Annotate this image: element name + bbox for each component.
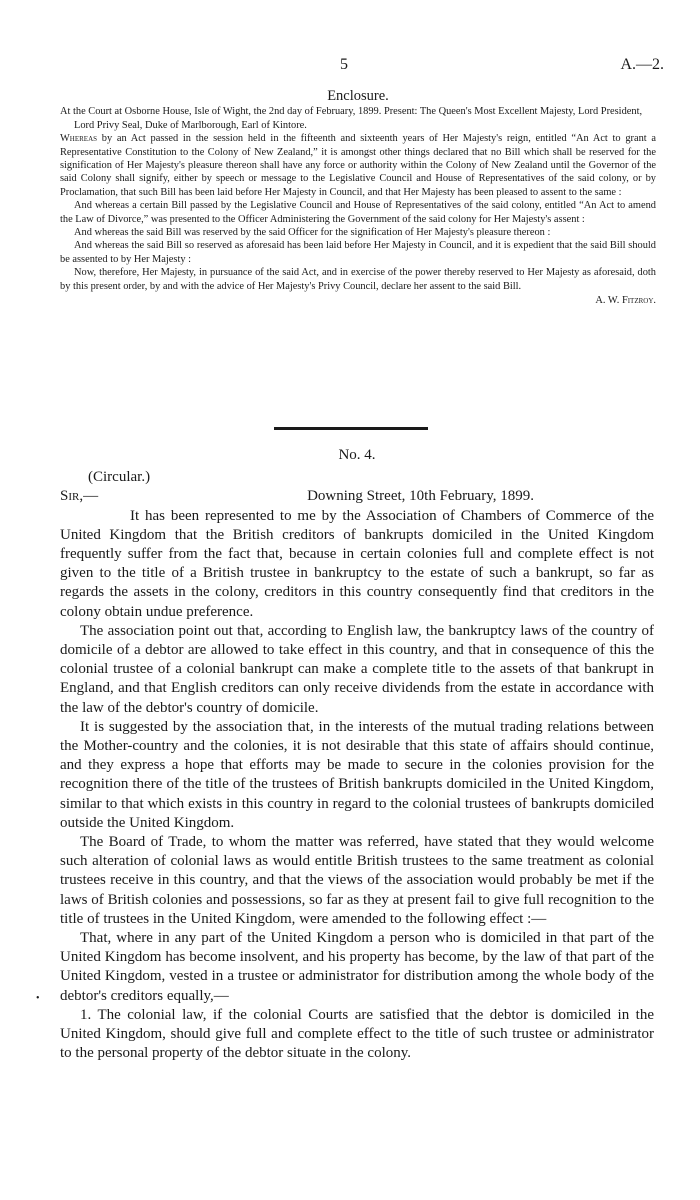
enclosure-heading: Enclosure. (327, 88, 389, 104)
letter-paragraph-3: It is suggested by the association that, in the interests of the mutual trading relations between the Mother-country and the colonies, it is not desirable that this state of affairs should continue, and they express a hope that efforts may be made to secure in the colonies provision for the recognition there of the title of the trustees of British bankrupts domiciled in the United Kingdom, similar to that which exists in this country in regard to the colonial trustees of bankrupts domiciled outside the United Kingdom. (60, 718, 654, 831)
letter-paragraph-4: The Board of Trade, to whom the matter was referred, have stated that they would welcome such alteration of colonial laws as would entitle British trustees to the same treatment as colonial trustees receive in this country, and that the views of the association would probably be met if the laws of British colonies and possessions, so far as they at present fail to give full recognition to the title of trustees in the United Kingdom, were amended to the following effect :— (60, 834, 654, 927)
enclosure-paragraph-1 (60, 132, 656, 199)
signature: A. W. Fitzroy. (595, 295, 656, 307)
letter-number: No. 4. (338, 447, 376, 463)
circular-label: (Circular.) (88, 469, 151, 486)
section-divider (274, 427, 428, 430)
enclosure-paragraph-1-text: by an Act passed in the session held in the fifteenth and sixteenth years of Her Majesty's reign, entitled “An Act to grant a Representative Constitution to the Colony of New Zealand,” it is amongst other things declared that no Bill which shall be reserved for the signification of Her Majesty's pleasure thereon shall have any force or authority within the Colony of New Zealand until the Governor of the said Colony shall signify, either by speech or message to the Legislative Council and House of Representatives of the said colony, or by Proclamation, that such Bill has been laid before Her Majesty in Council, and that Her Majesty has been pleased to assent to the same : (60, 133, 656, 198)
letter-paragraph-1: It has been represented to me by the Association of Chambers of Commerce of the United Kingdom that the British creditors of bankrupts domiciled in the United Kingdom frequently suffer from the fact that, because in certain colonies full and complete effect is not given to the title of a British trustee in bankruptcy to the estate of such a bankrupt, so far as regards the assets in the colony, creditors in this country consequently find that creditors in the colony obtain undue preference. (60, 507, 654, 620)
salutation-line (60, 487, 654, 506)
enclosure-paragraph-5: Now, therefore, Her Majesty, in pursuance of the said Act, and in exercise of the power thereby reserved to Her Majesty as aforesaid, doth by this present order, by and with the advice of Her Majesty's Privy Council, declare her assent to the said Bill. (60, 267, 656, 292)
letter-paragraph-5: That, where in any part of the United Kingdom a person who is domiciled in that part of the United Kingdom has become insolvent, and his property has become, by the law of that part of the United Kingdom, vested in a trustee or administrator for distribution among the whole body of the debtor's creditors equally,— (60, 930, 654, 1004)
court-statement: At the Court at Osborne House, Isle of Wight, the 2nd day of February, 1899. Present: The Queen's Most Excellent Majesty, Lord President, Lord Privy Seal, Duke of Marlborough, Earl of Kintore. (60, 106, 643, 131)
document-code: A.—2. (620, 56, 664, 73)
margin-mark: • (36, 993, 40, 1004)
letter-paragraph-2: The association point out that, according to English law, the bankruptcy laws of the country of domicile of a debtor are allowed to take effect in this country, and that in consequence of this the colonial trustee of a colonial bankrupt can make a complete title to the assets of that bankrupt in England, and that English creditors can only receive dividends from the estate in accordance with the law of the debtor's country of domicile. (60, 622, 654, 716)
enclosure-paragraph-4: And whereas the said Bill so reserved as aforesaid has been laid before Her Majesty in Council, and it is expedient that the said Bill should be assented to by Her Majesty : (60, 240, 656, 265)
salutation: Sir,— (60, 488, 99, 505)
enclosure-paragraph-2: And whereas a certain Bill passed by the Legislative Council and House of Representatives of the said colony, entitled “An Act to amend the Law of Divorce,” was presented to the Officer Administering the Government of the said colony for Her Majesty's assent : (60, 200, 656, 225)
letter-date: Downing Street, 10th February, 1899. (307, 488, 534, 505)
letter-paragraph-6: 1. The colonial law, if the colonial Courts are satisfied that the debtor is domiciled in the United Kingdom, should give full and complete effect to the title of such trustee or administrator to the personal property of the debtor situate in the colony. (60, 1006, 654, 1062)
circular-letter (60, 446, 654, 1064)
enclosure-paragraph-3: And whereas the said Bill was reserved by the said Officer for the signification of Her Majesty's pleasure thereon : (74, 227, 551, 239)
whereas-lead: Whereas (60, 133, 98, 145)
enclosure-section (60, 90, 656, 308)
page-number: 5 (340, 56, 348, 73)
